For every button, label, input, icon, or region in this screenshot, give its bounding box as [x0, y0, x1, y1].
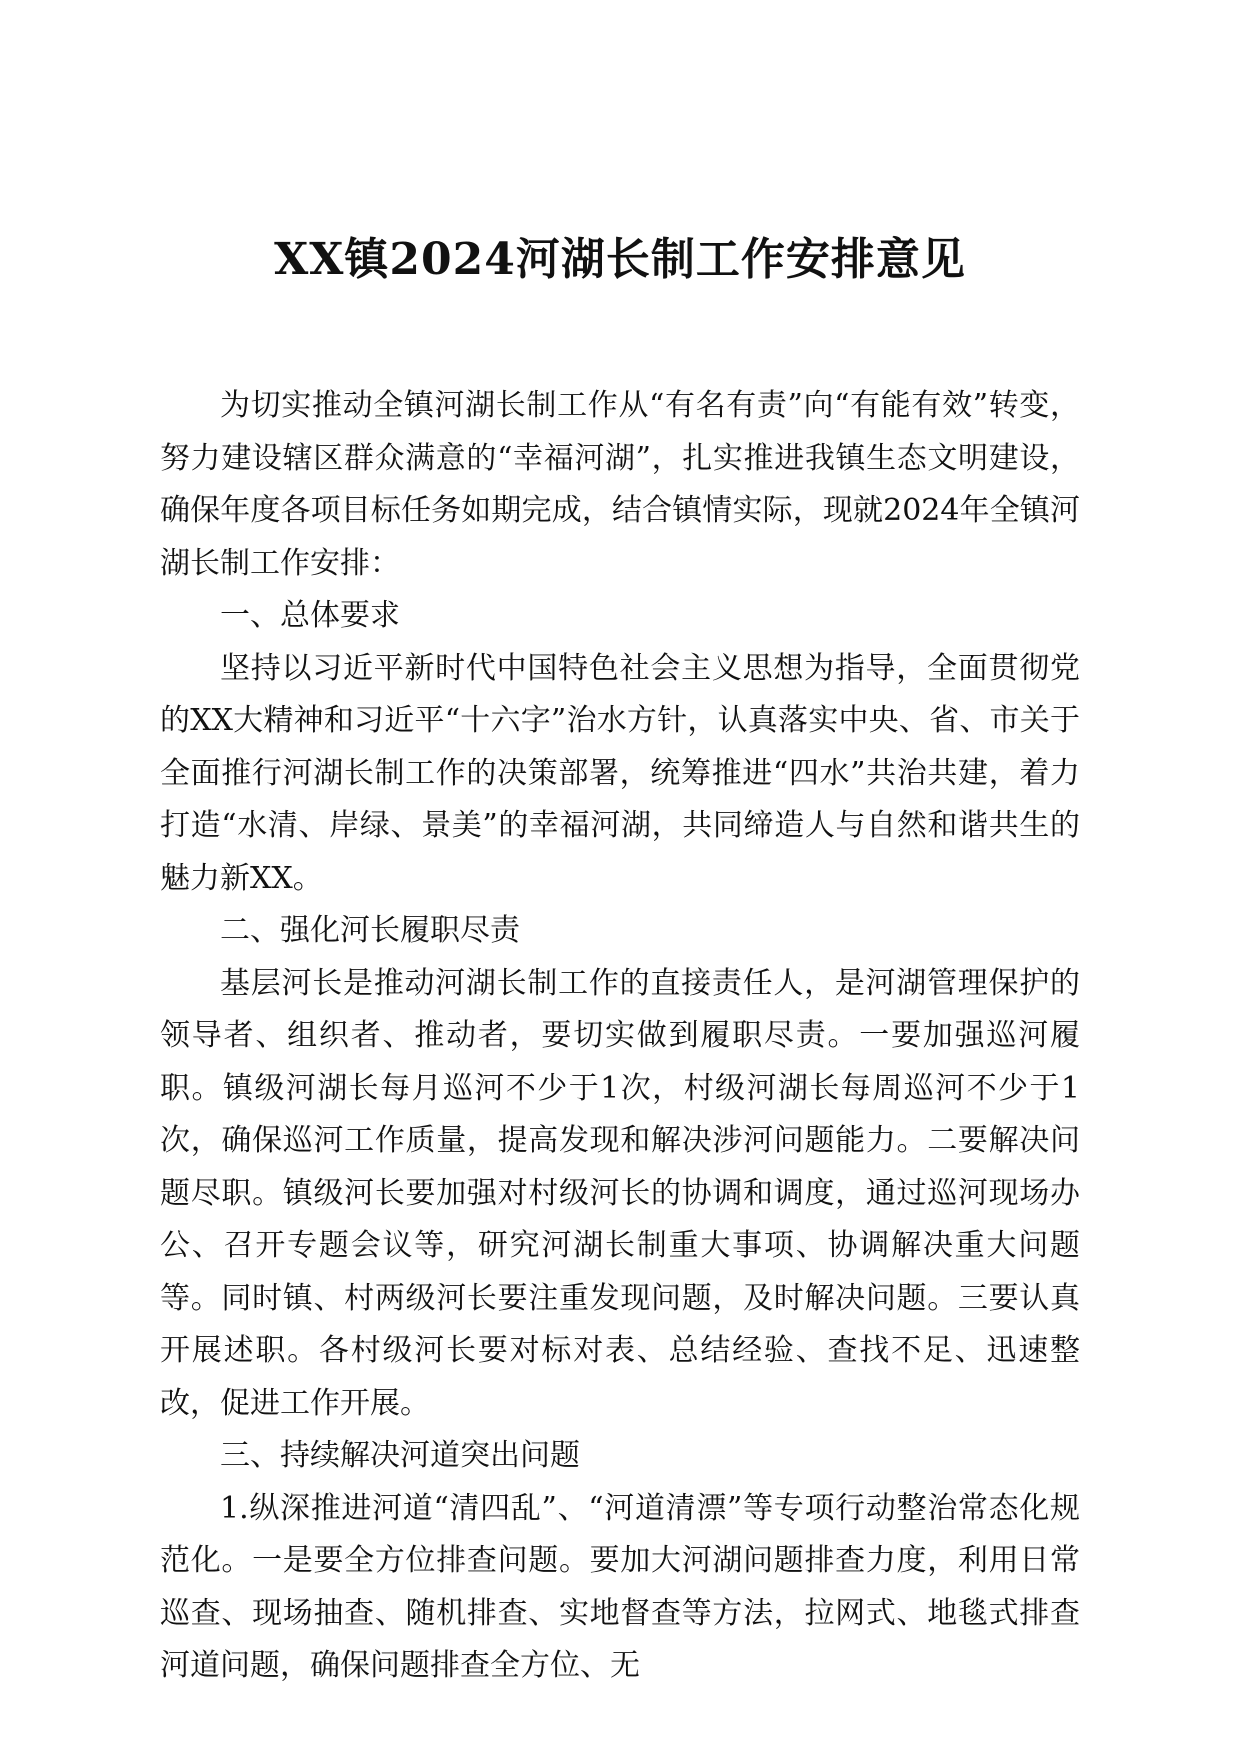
section-heading-2: 二、强化河长履职尽责 — [220, 913, 520, 948]
intro-paragraph: 为切实推动全镇河湖长制工作从“有名有责”向“有能有效”转变，努力建设辖区群众满意的“幸福河湖”，扎实推进我镇生态文明建设，确保年度各项目标任务如期完成，结合镇情实际，现就2024年全镇河湖长制工作安排： — [160, 388, 1080, 581]
section-paragraph-2: 基层河长是推动河湖长制工作的直接责任人，是河湖管理保护的领导者、组织者、推动者，要切实做到履职尽责。一要加强巡河履职。镇级河湖长每月巡河不少于1次，村级河湖长每周巡河不少于1次，确保巡河工作质量，提高发现和解决涉河问题能力。二要解决问题尽职。镇级河长要加强对村级河长的协调和调度，通过巡河现场办公、召开专题会议等，研究河湖长制重大事项、协调解决重大问题等。同时镇、村两级河长要注重发现问题，及时解决问题。三要认真开展述职。各村级河长要对标对表、总结经验、查找不足、迅速整改，促进工作开展。 — [160, 965, 1080, 1421]
document-body — [160, 380, 1080, 1693]
section-heading-1: 一、总体要求 — [220, 598, 400, 633]
section-paragraph-3: 1.纵深推进河道“清四乱”、“河道清漂”等专项行动整治常态化规范化。一是要全方位排查问题。要加大河湖问题排查力度，利用日常巡查、现场抽查、随机排查、实地督查等方法，拉网式、地毯式排查河道问题，确保问题排查全方位、无 — [160, 1490, 1080, 1683]
section-heading-3: 三、持续解决河道突出问题 — [220, 1438, 580, 1473]
section-paragraph-1: 坚持以习近平新时代中国特色社会主义思想为指导，全面贯彻党的XX大精神和习近平“十六字”治水方针，认真落实中央、省、市关于全面推行河湖长制工作的决策部署，统筹推进“四水”共治共建，着力打造“水清、岸绿、景美”的幸福河湖，共同缔造人与自然和谐共生的魅力新XX。 — [160, 650, 1080, 896]
document-title: XX镇2024河湖长制工作安排意见 — [274, 234, 966, 285]
